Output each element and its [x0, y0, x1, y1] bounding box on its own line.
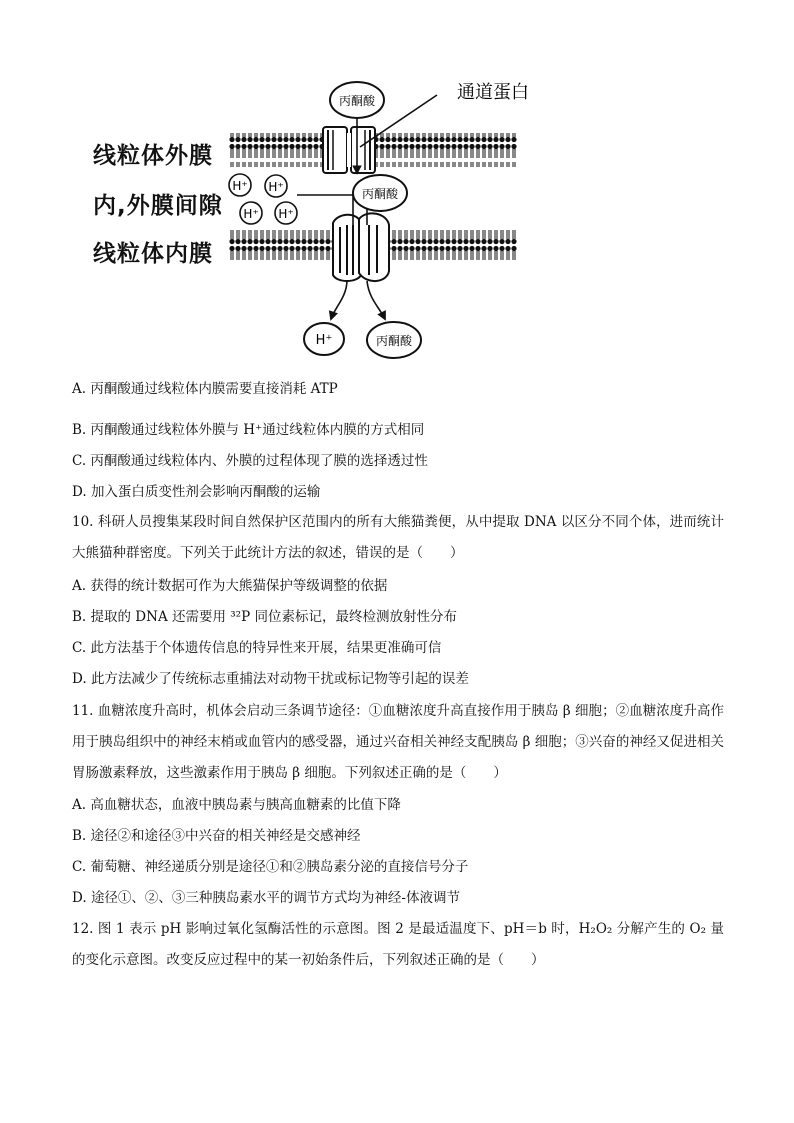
q11-option-a: [72, 795, 401, 815]
pyruvate-top: [330, 82, 384, 118]
q10-option-b: [72, 607, 457, 627]
option-text: 高血糖状态，血液中胰岛素与胰高血糖素的比值下降: [90, 797, 401, 813]
option-text: 途径①、②、③三种胰岛素水平的调节方式均为神经-体液调节: [90, 890, 460, 906]
pyruvate-middle: [353, 175, 407, 211]
h-ion: [275, 202, 297, 224]
inner-membrane-label: 线粒体内膜: [93, 241, 213, 267]
q10-option-d: [72, 669, 469, 689]
pyruvate-out-arrow: [367, 281, 385, 319]
channel-protein-label: 通道蛋白: [457, 82, 529, 103]
option-letter: C.: [72, 453, 87, 469]
option-text: 提取的 DNA 还需要用 ³²P 同位素标记，最终检测放射性分布: [90, 609, 457, 625]
option-text: 途径②和途径③中兴奋的相关神经是交感神经: [90, 828, 361, 844]
option-letter: B.: [72, 609, 87, 625]
membrane-svg: [85, 75, 555, 365]
option-text: 葡萄糖、神经递质分别是途径①和②胰岛素分泌的直接信号分子: [90, 859, 469, 875]
q9-option-b: [72, 420, 424, 440]
svg-text:丙酮酸: 丙酮酸: [338, 94, 376, 108]
q9-option-d: [72, 482, 320, 502]
svg-text:H⁺: H⁺: [232, 179, 248, 193]
option-letter: A.: [72, 797, 87, 813]
option-letter: B.: [72, 422, 87, 438]
q9-option-c: [72, 451, 428, 471]
q9-option-a: [72, 379, 338, 399]
outer-membrane-label: 线粒体外膜: [93, 143, 213, 169]
svg-text:H⁺: H⁺: [243, 207, 259, 221]
svg-text:H⁺: H⁺: [278, 207, 294, 221]
option-text: 加入蛋白质变性剂会影响丙酮酸的运输: [90, 484, 321, 500]
carrier-protein: [333, 213, 389, 281]
option-letter: D.: [72, 671, 87, 687]
svg-text:丙酮酸: 丙酮酸: [375, 334, 413, 348]
membrane-diagram: [85, 75, 555, 365]
option-letter: C.: [72, 859, 87, 875]
svg-text:H⁺: H⁺: [268, 180, 284, 194]
option-text: 丙酮酸通过线粒体内膜需要直接消耗 ATP: [90, 381, 338, 397]
option-letter: A.: [72, 381, 87, 397]
channel-protein: [323, 127, 375, 173]
q11-stem: 11. 血糖浓度升高时，机体会启动三条调节途径：①血糖浓度升高直接作用于胰岛 β 细胞；②血糖浓度升高作用于胰岛组织中的神经末梢或血管内的感受器，通过兴奋相关神经支配胰岛 β 细胞；③兴奋的神经又促进相关胃肠激素释放，这些激素作用于胰岛 β 细胞。下列叙述正确的是（ ）: [72, 703, 724, 781]
h-ion: [229, 174, 251, 196]
option-letter: D.: [72, 890, 87, 906]
h-ion-bottom: [304, 323, 344, 355]
option-text: 丙酮酸通过线粒体外膜与 H⁺通过线粒体内膜的方式相同: [90, 422, 425, 438]
h-ion-out-arrow: [331, 280, 347, 319]
option-letter: D.: [72, 484, 87, 500]
q11-option-d: [72, 888, 460, 908]
option-text: 此方法减少了传统标志重捕法对动物干扰或标记物等引起的误差: [90, 671, 469, 687]
h-ion: [240, 202, 262, 224]
q10-option-c: [72, 638, 441, 658]
svg-text:H⁺: H⁺: [315, 333, 333, 348]
option-letter: A.: [72, 578, 87, 594]
q11-option-c: [72, 857, 468, 877]
q10-option-a: [72, 576, 387, 596]
option-text: 此方法基于个体遗传信息的特异性来开展，结果更准确可信: [90, 640, 442, 656]
q11-option-b: [72, 826, 361, 846]
q12-stem: 12. 图 1 表示 pH 影响过氧化氢酶活性的示意图。图 2 是最适温度下、pH＝b 时，H₂O₂ 分解产生的 O₂ 量的变化示意图。改变反应过程中的某一初始条件后，下列叙述正确的是（ ）: [72, 921, 724, 968]
pyruvate-bottom: [367, 322, 421, 358]
option-letter: B.: [72, 828, 87, 844]
q10-stem: 10. 科研人员搜集某段时间自然保护区范围内的所有大熊猫粪便，从中提取 DNA 以区分不同个体，进而统计大熊猫种群密度。下列关于此统计方法的叙述，错误的是（ ）: [72, 514, 724, 561]
option-text: 获得的统计数据可作为大熊猫保护等级调整的依据: [90, 578, 388, 594]
svg-text:丙酮酸: 丙酮酸: [361, 187, 399, 201]
option-letter: C.: [72, 640, 87, 656]
h-ion: [265, 175, 287, 197]
option-text: 丙酮酸通过线粒体内、外膜的过程体现了膜的选择透过性: [90, 453, 428, 469]
intermembrane-space-label: 内,外膜间隙: [93, 193, 223, 219]
